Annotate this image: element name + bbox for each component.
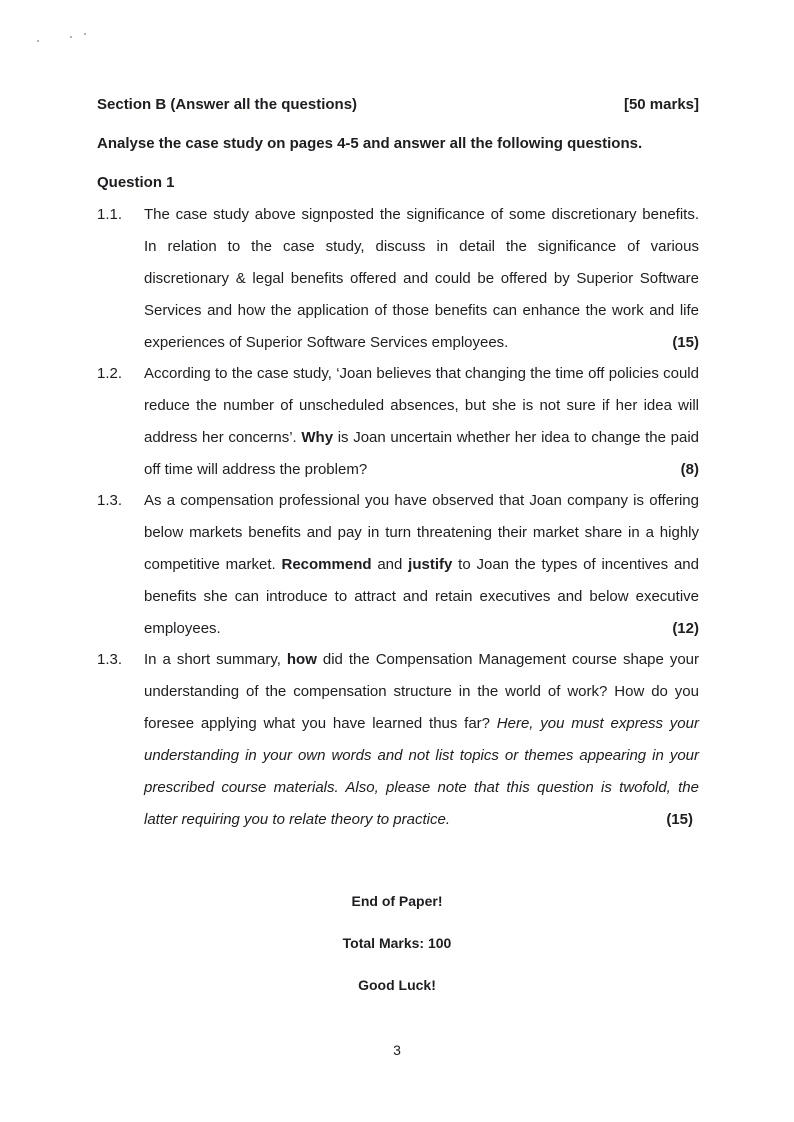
page-number: 3 (393, 1042, 401, 1058)
scan-speck (37, 40, 39, 42)
question-text (144, 644, 699, 836)
question-text-part: According to the case study, ‘Joan believes that changing the time off policies could reduce the number of unscheduled absences, but she is not sure if her idea will address her concerns’. (144, 365, 699, 446)
question-marks: (15) (672, 334, 699, 351)
scan-speck (70, 36, 72, 38)
question-text-part: and (371, 556, 409, 573)
question-marks: (12) (672, 620, 699, 637)
question-marks: (8) (680, 461, 699, 478)
question-heading: Question 1 (97, 174, 175, 191)
question-text-part: In a short summary, (144, 651, 287, 668)
section-header (97, 95, 699, 115)
question-keyword: how (286, 651, 317, 668)
question-text-part: did the Compensation Management course shape your understanding of the compensation structure in the world of work? How do you foresee applying what you have learned thus far? (144, 651, 700, 732)
question-item-1-2 (97, 358, 699, 486)
question-keyword: Recommend (281, 556, 372, 573)
question-text (144, 358, 699, 486)
good-luck: Good Luck! (358, 977, 436, 993)
question-marks: (15) (666, 811, 693, 828)
question-text-part: to Joan the types of incentives and benefits she can introduce to attract and retain executives and below executive employees. (144, 556, 699, 637)
question-item-1-1 (97, 199, 699, 359)
question-number: 1.3. (97, 651, 123, 668)
section-instruction: Analyse the case study on pages 4-5 and answer all the following questions. (97, 135, 643, 152)
question-text-part: The case study above signposted the significance of some discretionary benefits. In relation to the case study, discuss in detail the significance of various discretionary & legal benefits offered and could be offered by Superior Software Services and how the application of those benefits can enhance the work and life experiences of Superior Software Services employees. (144, 206, 699, 351)
question-item-1-3 (97, 485, 699, 645)
question-number: 1.3. (97, 492, 123, 509)
question-text-part: is Joan uncertain whether her idea to change the paid off time will address the problem? (144, 429, 699, 478)
question-item-1-4 (97, 644, 699, 836)
question-number: 1.1. (97, 206, 123, 223)
scan-speck (84, 33, 86, 35)
section-marks: [50 marks] (623, 96, 699, 113)
total-marks: Total Marks: 100 (342, 935, 452, 951)
question-italic-note: Here, you must express your understanding in your own words and not list topics or themes appearing in your prescribed course materials. Also, please note that this question is twofold, the latter requiring you to relate theory to practice. (144, 715, 699, 828)
section-title: Section B (Answer all the questions) (97, 96, 358, 113)
question-number: 1.2. (97, 365, 123, 382)
question-text-part: As a compensation professional you have observed that Joan company is offering below markets benefits and pay in turn threatening their market share in a highly competitive market. (144, 492, 699, 573)
question-keyword: Why (301, 429, 334, 446)
question-text (144, 485, 699, 645)
end-of-paper: End of Paper! (351, 893, 443, 909)
question-keyword: justify (408, 556, 453, 573)
question-text (144, 199, 699, 359)
